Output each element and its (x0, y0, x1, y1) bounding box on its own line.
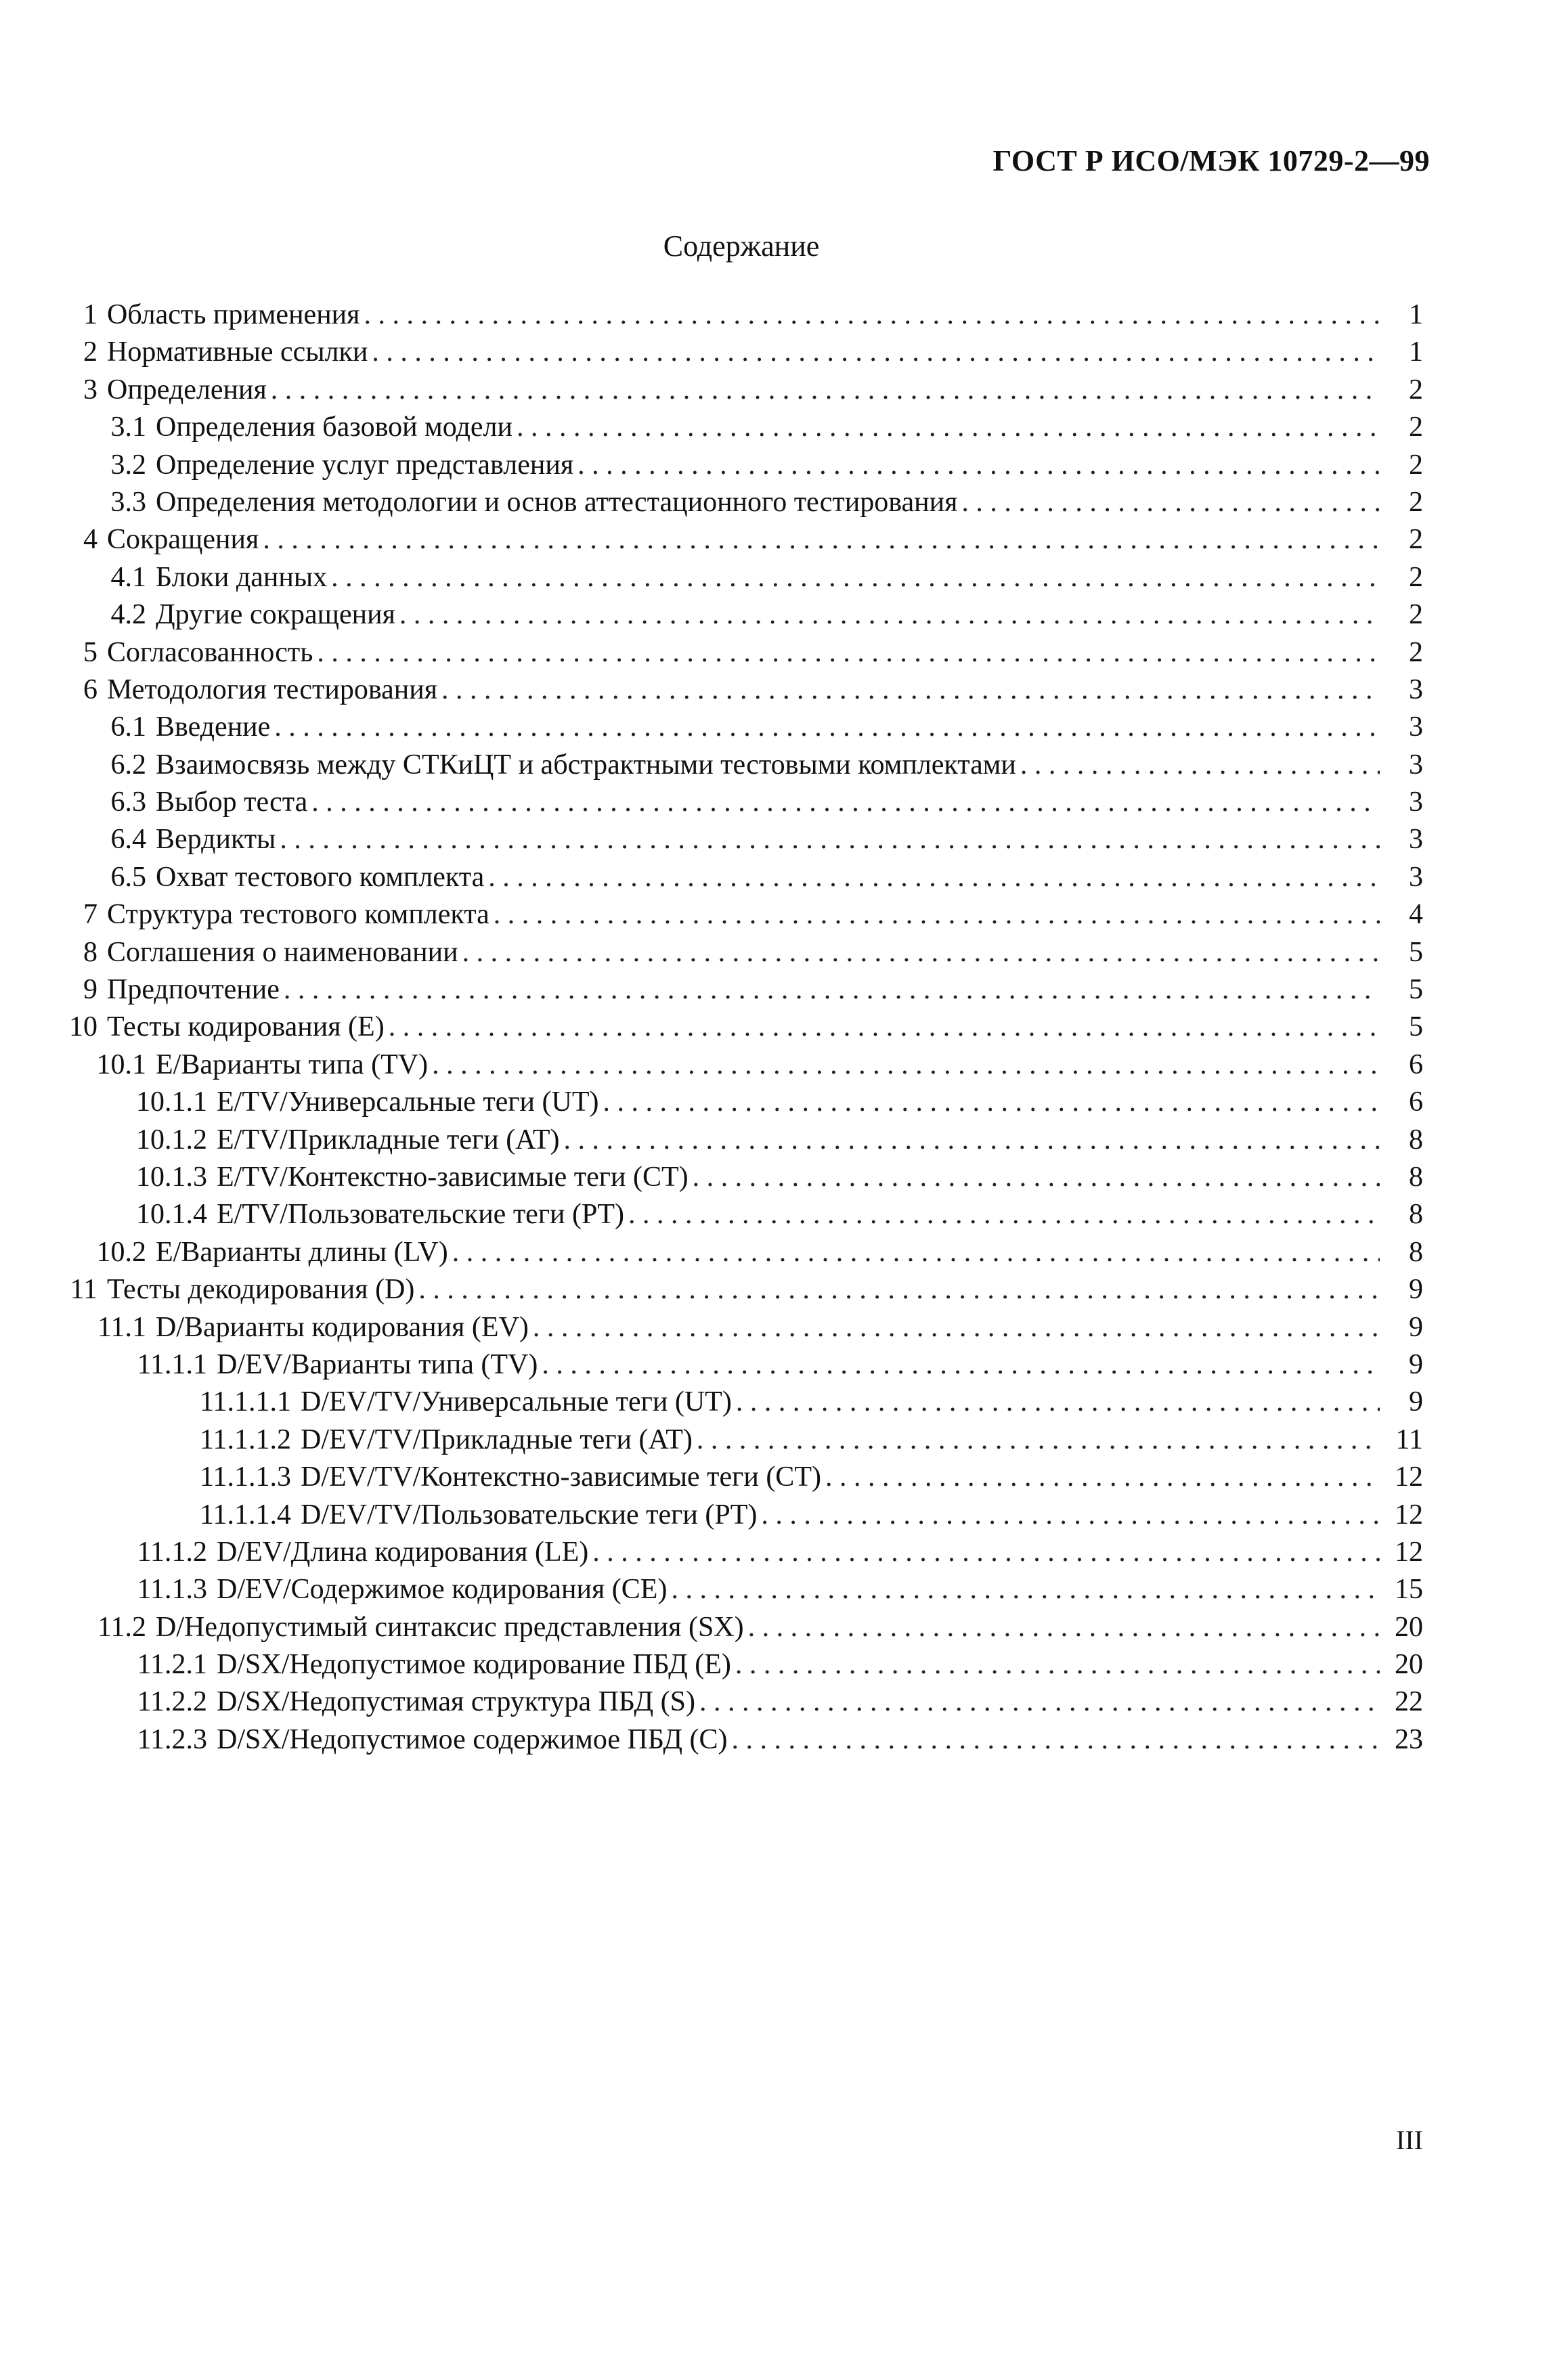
dot-leader (573, 447, 1380, 484)
toc-entry-page: 8 (1409, 1236, 1423, 1268)
toc-entry-label: D/EV/TV/Пользовательские теги (PT) (301, 1499, 758, 1530)
toc-entry-number: 5 (83, 636, 97, 668)
toc-entry (60, 1459, 1423, 1496)
toc-entry (60, 1271, 1423, 1308)
dot-leader (280, 971, 1380, 1009)
toc-entry (60, 1422, 1423, 1459)
toc-entry (60, 559, 1423, 596)
toc-entry-number: 11.1 (97, 1311, 146, 1343)
toc-entry (60, 747, 1423, 784)
toc-entry-page: 6 (1409, 1086, 1423, 1118)
dot-leader (529, 1309, 1380, 1346)
toc-entry (60, 1534, 1423, 1571)
toc-entry-number: 11.1.1 (137, 1348, 207, 1380)
toc-entry-label: D/EV/TV/Контекстно-зависимые теги (CT) (301, 1461, 821, 1493)
toc-entry-page: 6 (1409, 1049, 1423, 1080)
toc-entry-page: 8 (1409, 1124, 1423, 1155)
toc-title: Содержание (663, 229, 820, 263)
dot-leader (327, 559, 1380, 596)
toc-entry-number: 10.1.2 (136, 1124, 207, 1155)
toc-entry-label: Определения методологии и основ аттестационного тестирования (156, 486, 958, 518)
dot-leader (957, 484, 1380, 521)
dot-leader (588, 1534, 1380, 1571)
dot-leader (560, 1122, 1380, 1159)
toc-entry-label: Взаимосвязь между СТКиЦТ и абстрактными тестовыми комплектами (156, 749, 1016, 780)
dot-leader (757, 1497, 1380, 1534)
toc-entry (60, 1384, 1423, 1421)
toc-entry-page: 12 (1395, 1499, 1423, 1530)
toc-entry (60, 934, 1423, 971)
page-number: III (1396, 2125, 1423, 2155)
toc-entry-label: Вердикты (156, 824, 276, 856)
toc-entry-label: Структура тестового комплекта (107, 899, 489, 931)
toc-entry (60, 1309, 1423, 1346)
toc-entry-number: 11.1.1.2 (200, 1424, 291, 1455)
toc-entry (60, 1009, 1423, 1046)
toc-entry (60, 1346, 1423, 1384)
toc-entry-page: 22 (1395, 1686, 1423, 1718)
dot-leader (448, 1234, 1380, 1271)
toc-entry-page: 8 (1409, 1199, 1423, 1231)
toc-entry-label: Тесты кодирования (E) (107, 1011, 385, 1043)
toc-entry-page: 2 (1409, 561, 1423, 593)
toc-entry-page: 3 (1409, 787, 1423, 818)
toc-entry-number: 11.1.1.1 (200, 1386, 291, 1418)
toc-entry-page: 12 (1395, 1461, 1423, 1493)
toc-entry-page: 3 (1409, 711, 1423, 743)
toc-entry-label: Охват тестового комплекта (156, 861, 485, 893)
dot-leader (359, 296, 1380, 334)
toc-entry-label: Введение (156, 711, 271, 743)
toc-entry-number: 3.2 (110, 449, 146, 481)
toc-entry-page: 2 (1409, 374, 1423, 405)
toc-entry-page: 3 (1409, 749, 1423, 780)
toc-entry-page: 3 (1409, 824, 1423, 856)
toc-entry (60, 1683, 1423, 1721)
dot-leader (414, 1271, 1380, 1308)
toc-entry-number: 10.2 (96, 1236, 146, 1268)
toc-entry (60, 784, 1423, 821)
toc-entry-label: D/Варианты кодирования (EV) (156, 1311, 529, 1343)
toc-entry-label: D/SX/Недопустимая структура ПБД (S) (217, 1686, 695, 1718)
toc-entry-label: Предпочтение (107, 974, 280, 1006)
toc-entry (60, 1721, 1423, 1759)
toc-entry-page: 23 (1395, 1723, 1423, 1755)
toc-entry-number: 11 (70, 1274, 97, 1306)
toc-entry-label: D/SX/Недопустимое содержимое ПБД (C) (217, 1723, 728, 1755)
toc-entry (60, 1571, 1423, 1608)
table-of-contents (60, 296, 1423, 1759)
dot-leader (385, 1009, 1380, 1046)
dot-leader (598, 1084, 1380, 1121)
toc-entry (60, 634, 1423, 671)
dot-leader (744, 1609, 1380, 1646)
toc-entry-number: 3.1 (110, 412, 146, 443)
toc-entry (60, 971, 1423, 1009)
dot-leader (276, 821, 1380, 858)
toc-entry-label: E/TV/Универсальные теги (UT) (217, 1086, 599, 1118)
toc-entry-label: E/Варианты длины (LV) (156, 1236, 448, 1268)
toc-entry-label: Тесты декодирования (D) (107, 1274, 415, 1306)
dot-leader (821, 1459, 1380, 1496)
toc-entry-page: 12 (1395, 1536, 1423, 1568)
toc-entry-number: 10.1.1 (136, 1086, 207, 1118)
toc-entry-number: 11.2.2 (137, 1686, 207, 1718)
toc-entry (60, 1084, 1423, 1121)
toc-entry-number: 10.1 (96, 1049, 146, 1080)
toc-entry-page: 2 (1409, 599, 1423, 631)
dot-leader (1016, 747, 1380, 784)
toc-entry-number: 6.3 (110, 787, 146, 818)
toc-entry-label: Соглашения о наименовании (107, 936, 458, 968)
dot-leader (695, 1683, 1380, 1721)
toc-entry-label: D/EV/TV/Прикладные теги (AT) (301, 1424, 693, 1455)
dot-leader (693, 1422, 1380, 1459)
toc-entry-page: 9 (1409, 1348, 1423, 1380)
toc-entry-page: 9 (1409, 1386, 1423, 1418)
toc-entry-page: 5 (1409, 974, 1423, 1006)
toc-entry-page: 11 (1395, 1424, 1423, 1455)
toc-entry-page: 20 (1395, 1649, 1423, 1681)
toc-entry-number: 3.3 (110, 486, 146, 518)
toc-entry-label: Другие сокращения (156, 599, 395, 631)
toc-entry-label: D/SX/Недопустимое кодирование ПБД (E) (217, 1649, 731, 1681)
toc-entry-number: 6 (83, 674, 97, 705)
dot-leader (538, 1346, 1380, 1384)
toc-entry-number: 11.1.1.4 (200, 1499, 291, 1530)
toc-entry (60, 671, 1423, 709)
dot-leader (484, 859, 1380, 896)
toc-entry-label: Сокращения (107, 524, 259, 556)
toc-entry (60, 1234, 1423, 1271)
toc-entry-label: Определение услуг представления (156, 449, 574, 481)
toc-entry-page: 9 (1409, 1274, 1423, 1306)
toc-entry-label: E/TV/Прикладные теги (AT) (217, 1124, 560, 1155)
toc-entry (60, 521, 1423, 558)
toc-entry (60, 821, 1423, 858)
toc-entry-label: Нормативные ссылки (107, 336, 368, 368)
dot-leader (259, 521, 1380, 558)
toc-entry (60, 1609, 1423, 1646)
toc-entry-label: D/EV/TV/Универсальные теги (UT) (301, 1386, 732, 1418)
toc-entry-label: Методология тестирования (107, 674, 438, 705)
toc-entry-label: E/Варианты типа (TV) (156, 1049, 429, 1080)
toc-entry-page: 2 (1409, 524, 1423, 556)
toc-entry-number: 3 (83, 374, 97, 405)
toc-entry (60, 447, 1423, 484)
toc-entry-page: 3 (1409, 861, 1423, 893)
toc-entry-page: 2 (1409, 486, 1423, 518)
toc-entry-label: D/EV/Содержимое кодирования (CE) (217, 1574, 668, 1606)
toc-entry (60, 296, 1423, 334)
dot-leader (458, 934, 1380, 971)
toc-entry (60, 372, 1423, 409)
dot-leader (313, 634, 1380, 671)
toc-entry-label: D/Недопустимый синтаксис представления (SX) (156, 1611, 744, 1643)
toc-entry-page: 3 (1409, 674, 1423, 705)
toc-entry-number: 10.1.3 (136, 1161, 207, 1193)
toc-entry-number: 11.2.1 (137, 1649, 207, 1681)
dot-leader (267, 372, 1380, 409)
toc-entry-page: 2 (1409, 412, 1423, 443)
toc-entry (60, 1122, 1423, 1159)
toc-entry (60, 596, 1423, 634)
toc-entry-number: 4.1 (110, 561, 146, 593)
toc-entry-number: 11.1.3 (137, 1574, 207, 1606)
dot-leader (689, 1159, 1380, 1196)
toc-entry-page: 20 (1395, 1611, 1423, 1643)
dot-leader (667, 1571, 1380, 1608)
toc-entry-number: 9 (83, 974, 97, 1006)
toc-entry-number: 4 (83, 524, 97, 556)
toc-entry-number: 11.1.1.3 (200, 1461, 291, 1493)
dot-leader (368, 334, 1380, 371)
toc-entry (60, 1196, 1423, 1233)
toc-entry-page: 9 (1409, 1311, 1423, 1343)
toc-entry-label: D/EV/Варианты типа (TV) (217, 1348, 538, 1380)
dot-leader (732, 1384, 1380, 1421)
toc-entry-number: 6.5 (110, 861, 146, 893)
dot-leader (270, 709, 1380, 746)
toc-entry (60, 334, 1423, 371)
document-header: ГОСТ Р ИСО/МЭК 10729-2—99 (992, 144, 1430, 177)
toc-entry-number: 6.2 (110, 749, 146, 780)
toc-entry-label: Блоки данных (156, 561, 328, 593)
toc-entry (60, 709, 1423, 746)
toc-entry-number: 6.1 (110, 711, 146, 743)
toc-entry-label: E/TV/Контекстно-зависимые теги (CT) (217, 1161, 689, 1193)
dot-leader (512, 409, 1380, 446)
toc-entry (60, 1159, 1423, 1196)
dot-leader (727, 1721, 1380, 1759)
toc-entry-label: Определения (107, 374, 267, 405)
toc-entry-number: 11.2 (97, 1611, 146, 1643)
toc-entry (60, 1046, 1423, 1084)
toc-entry-number: 4.2 (110, 599, 146, 631)
dot-leader (624, 1196, 1380, 1233)
toc-entry-number: 6.4 (110, 824, 146, 856)
dot-leader (437, 671, 1380, 709)
toc-entry (60, 484, 1423, 521)
toc-entry-page: 5 (1409, 936, 1423, 968)
toc-entry-page: 5 (1409, 1011, 1423, 1043)
dot-leader (395, 596, 1380, 634)
toc-entry-number: 8 (83, 936, 97, 968)
toc-entry-number: 10.1.4 (136, 1199, 207, 1231)
toc-entry-page: 1 (1409, 299, 1423, 330)
toc-entry-number: 7 (83, 899, 97, 931)
toc-entry-number: 1 (83, 299, 97, 330)
toc-entry-page: 2 (1409, 636, 1423, 668)
toc-entry-number: 11.2.3 (137, 1723, 207, 1755)
toc-entry-label: Область применения (107, 299, 360, 330)
toc-entry-page: 2 (1409, 449, 1423, 481)
toc-entry-page: 1 (1409, 336, 1423, 368)
toc-entry-label: E/TV/Пользовательские теги (PT) (217, 1199, 625, 1231)
toc-entry (60, 896, 1423, 933)
toc-entry-label: Согласованность (107, 636, 313, 668)
toc-entry (60, 1646, 1423, 1683)
dot-leader (731, 1646, 1380, 1683)
toc-entry-number: 11.1.2 (137, 1536, 207, 1568)
toc-entry (60, 859, 1423, 896)
dot-leader (428, 1046, 1380, 1084)
toc-entry-label: Выбор теста (156, 787, 308, 818)
toc-entry-number: 2 (83, 336, 97, 368)
toc-entry-page: 15 (1395, 1574, 1423, 1606)
toc-entry-page: 8 (1409, 1161, 1423, 1193)
toc-entry (60, 409, 1423, 446)
toc-entry (60, 1497, 1423, 1534)
toc-entry-number: 10 (69, 1011, 97, 1043)
toc-entry-label: D/EV/Длина кодирования (LE) (217, 1536, 589, 1568)
toc-entry-label: Определения базовой модели (156, 412, 512, 443)
dot-leader (307, 784, 1380, 821)
dot-leader (489, 896, 1380, 933)
toc-entry-page: 4 (1409, 899, 1423, 931)
